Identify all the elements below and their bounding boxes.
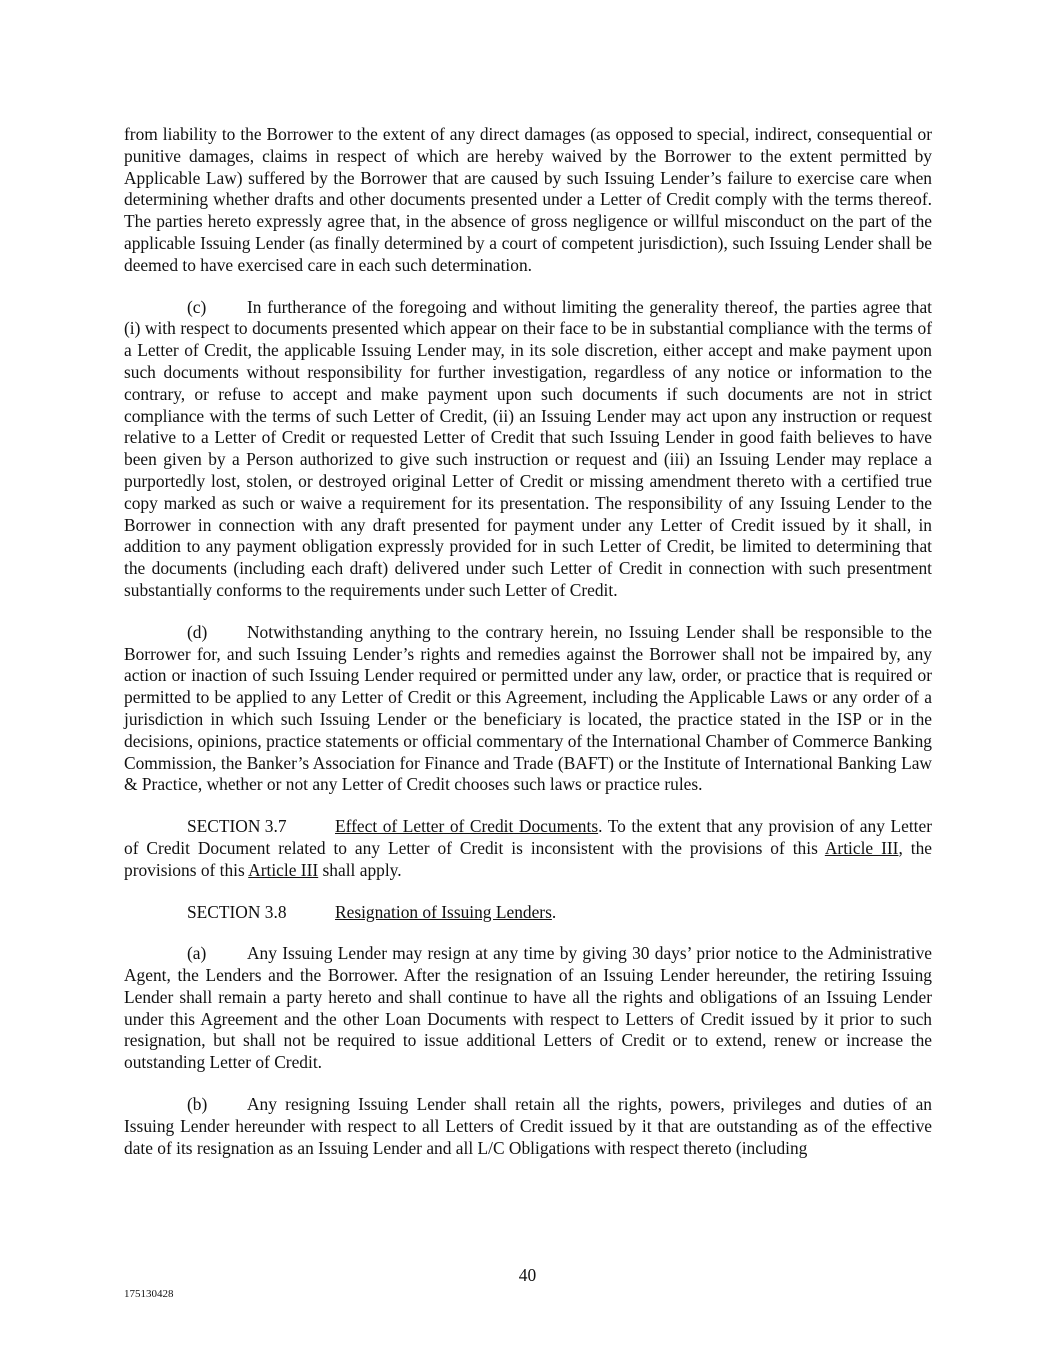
section-3-7-text-a: . To the extent that any provision of any Letter of Credit Document related to any Letter of Credit is inconsistent with the provisions of this — [124, 816, 932, 858]
section-3-8 — [124, 902, 932, 924]
paragraph-d-label: (d) — [187, 621, 208, 642]
section-3-7-text-c: shall apply. — [318, 859, 402, 880]
document-id: 175130428 — [124, 1288, 174, 1300]
section-3-7-article-ref-1: Article III — [824, 837, 899, 858]
section-3-8-paragraph-b-label: (b) — [187, 1094, 208, 1115]
section-3-8-paragraph-b-text: Any resigning Issuing Lender shall retain all the rights, powers, privileges and duties of an Issuing Lender hereunder with respect to all Letters of Credit issued by it that are outstanding as of the effective date of its resignation as an Issuing Lender and all L/C Obligations with respect thereto (including — [124, 1094, 932, 1158]
section-3-7-article-ref-2: Article III — [248, 859, 319, 880]
section-3-8-heading: Resignation of Issuing Lenders — [335, 901, 552, 922]
section-3-7-number: SECTION 3.7 — [187, 816, 287, 837]
section-3-8-number: SECTION 3.8 — [187, 901, 287, 922]
paragraph-d — [124, 622, 932, 796]
page-number: 40 — [518, 1265, 537, 1285]
continuation-paragraph: from liability to the Borrower to the extent of any direct damages (as opposed to special, indirect, consequential or punitive damages, claims in respect of which are hereby waived by the Borrower to the extent permitted by Applicable Law) suffered by the Borrower that are caused by such Issuing Lender’s failure to exercise care when determining whether drafts and other documents presented under a Letter of Credit comply with the terms thereof. The parties hereto expressly agree that, in the absence of gross negligence or willful misconduct on the part of the applicable Issuing Lender (as finally determined by a court of competent jurisdiction), such Issuing Lender shall be deemed to have exercised care in each such determination. — [124, 124, 932, 275]
paragraph-c-label: (c) — [187, 296, 207, 317]
section-3-7-heading: Effect of Letter of Credit Documents — [335, 816, 599, 837]
section-3-8-paragraph-a-text: Any Issuing Lender may resign at any time by giving 30 days’ prior notice to the Administrative Agent, the Lenders and the Borrower. After the resignation of an Issuing Lender hereunder, the retiring Issuing Lender shall remain a party hereto and shall continue to have all the rights and obligations of an Issuing Lender under this Agreement and the other Loan Documents with respect to Letters of Credit issued by it prior to such resignation, but shall not be required to issue additional Letters of Credit or to extend, renew or increase the outstanding Letter of Credit. — [124, 943, 932, 1073]
section-3-7 — [124, 816, 932, 881]
section-3-7-text-b: , the provisions of this — [124, 837, 932, 880]
paragraph-c — [124, 297, 932, 602]
section-3-8-tail: . — [551, 901, 557, 922]
section-3-8-paragraph-a-label: (a) — [187, 943, 207, 964]
document-body — [124, 124, 932, 1179]
section-3-8-paragraph-b — [124, 1094, 932, 1159]
paragraph-c-text: In furtherance of the foregoing and without limiting the generality thereof, the parties agree that (i) with respect to documents presented which appear on their face to be in substantial compliance with the terms of a Letter of Credit, the applicable Issuing Lender may, in its sole discretion, either accept and make payment upon such documents without responsibility for further investigation, regardless of any notice or information to the contrary, or refuse to accept and make payment upon such documents if such documents are not in strict compliance with the terms of such Letter of Credit, (ii) an Issuing Lender may act upon any instruction or request relative to a Letter of Credit or requested Letter of Credit that such Issuing Lender in good faith believes to have been given by a Person authorized to give such instruction or request and (iii) an Issuing Lender may replace a purportedly lost, stolen, or destroyed original Letter of Credit or missing amendment thereto with a certified true copy marked as such or waive a requirement for its presentation. The responsibility of any Issuing Lender to the Borrower in connection with any draft presented for payment under any Letter of Credit issued by it shall, in addition to any payment obligation expressly provided for in such Letter of Credit, be limited to determining that the documents (including each draft) delivered under such Letter of Credit in connection with such presentment substantially conforms to the requirements under such Letter of Credit. — [124, 296, 932, 600]
paragraph-d-text: Notwithstanding anything to the contrary herein, no Issuing Lender shall be responsible to the Borrower for, and such Issuing Lender’s rights and remedies against the Borrower shall not be impaired by, any action or inaction of such Issuing Lender required or permitted under any law, order, or practice that is required or permitted to be applied to any Letter of Credit or this Agreement, including the Applicable Laws or any order of a jurisdiction in which such Issuing Lender or the beneficiary is located, the practice stated in the ISP or in the decisions, opinions, practice statements or official commentary of the International Chamber of Commerce Banking Commission, the Banker’s Association for Finance and Trade (BAFT) or the Institute of International Banking Law & Practice, whether or not any Letter of Credit chooses such laws or practice rules. — [124, 621, 932, 795]
section-3-8-paragraph-a — [124, 943, 932, 1074]
